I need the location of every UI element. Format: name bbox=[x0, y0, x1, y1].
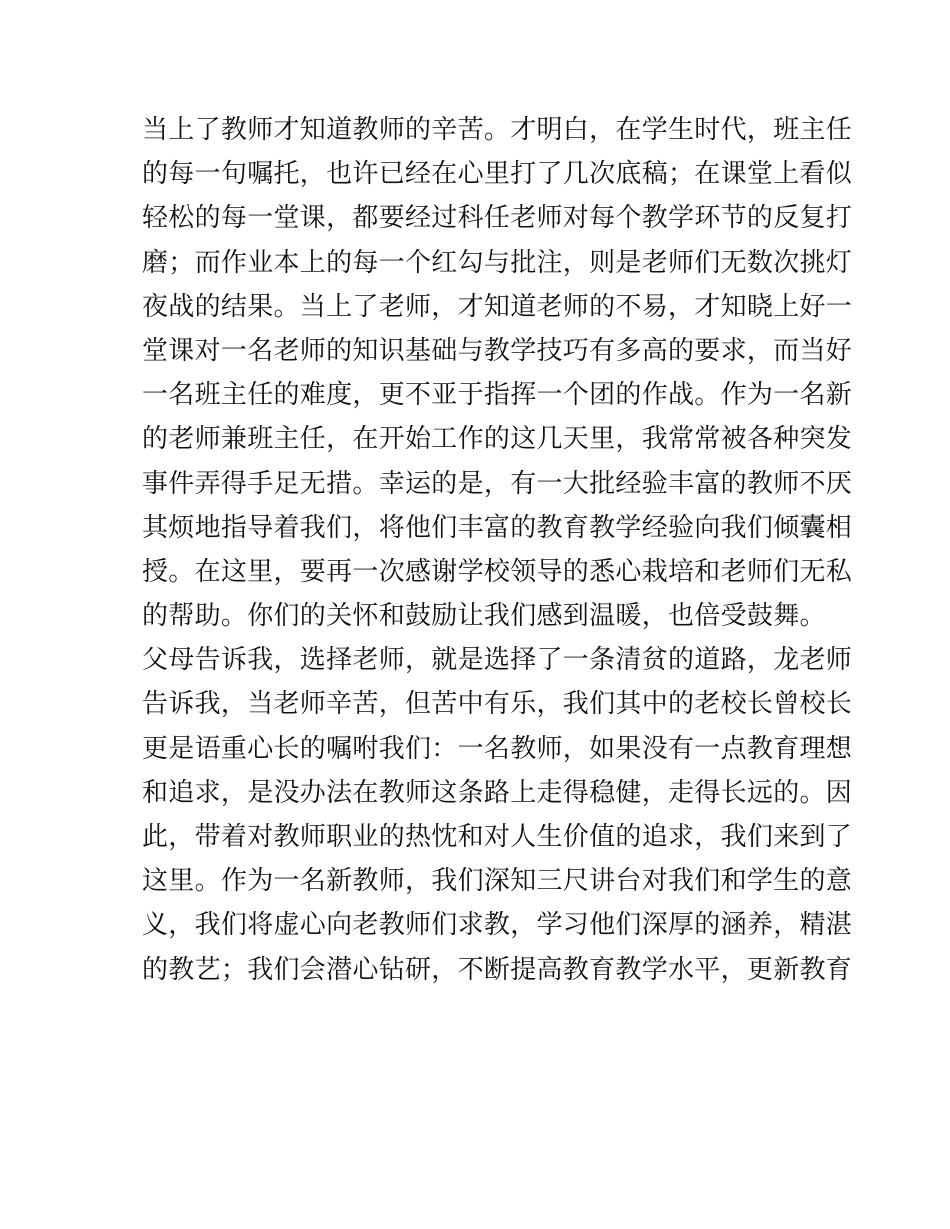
text-line: 父母告诉我，选择老师，就是选择了一条清贫的道路，龙老师 bbox=[142, 645, 853, 676]
text-line: 事件弄得手足无措。幸运的是，有一大批经验丰富的教师不厌 bbox=[142, 468, 853, 499]
text-line: 轻松的每一堂课，都要经过科任老师对每个教学环节的反复打 bbox=[142, 203, 853, 234]
text-line: 授。在这里，要再一次感谢学校领导的悉心栽培和老师们无私 bbox=[142, 556, 853, 587]
text-line: 此，带着对教师职业的热忱和对人生价值的追求，我们来到了 bbox=[142, 822, 853, 852]
text-line: 的教艺；我们会潜心钻研，不断提高教育教学水平，更新教育 bbox=[142, 954, 853, 985]
text-line: 这里。作为一名新教师，我们深知三尺讲台对我们和学生的意 bbox=[142, 866, 853, 897]
text-line: 磨；而作业本上的每一个红勾与批注，则是老师们无数次挑灯 bbox=[142, 247, 853, 278]
text-line: 告诉我，当老师辛苦，但苦中有乐，我们其中的老校长曾校长 bbox=[142, 689, 853, 720]
text-line: 当上了教师才知道教师的辛苦。才明白，在学生时代，班主任 bbox=[142, 115, 853, 145]
text-line: 夜战的结果。当上了老师，才知道老师的不易，才知晓上好一 bbox=[142, 291, 853, 322]
text-line: 堂课对一名老师的知识基础与教学技巧有多高的要求，而当好 bbox=[142, 335, 853, 366]
text-line: 义，我们将虚心向老教师们求教，学习他们深厚的涵养，精湛 bbox=[142, 910, 853, 941]
text-line: 的每一句嘱托，也许已经在心里打了几次底稿；在课堂上看似 bbox=[142, 159, 853, 190]
text-line: 的老师兼班主任，在开始工作的这几天里，我常常被各种突发 bbox=[142, 424, 853, 455]
text-line: 一名班主任的难度，更不亚于指挥一个团的作战。作为一名新 bbox=[142, 380, 853, 411]
text-line: 其烦地指导着我们，将他们丰富的教育教学经验向我们倾囊相 bbox=[142, 512, 853, 543]
body-text bbox=[142, 108, 853, 992]
text-line: 更是语重心长的嘱咐我们：一名教师，如果没有一点教育理想 bbox=[142, 733, 853, 764]
text-line: 的帮助。你们的关怀和鼓励让我们感到温暖，也倍受鼓舞。 bbox=[142, 601, 826, 632]
text-line: 和追求，是没办法在教师这条路上走得稳健，走得长远的。因 bbox=[142, 777, 853, 808]
